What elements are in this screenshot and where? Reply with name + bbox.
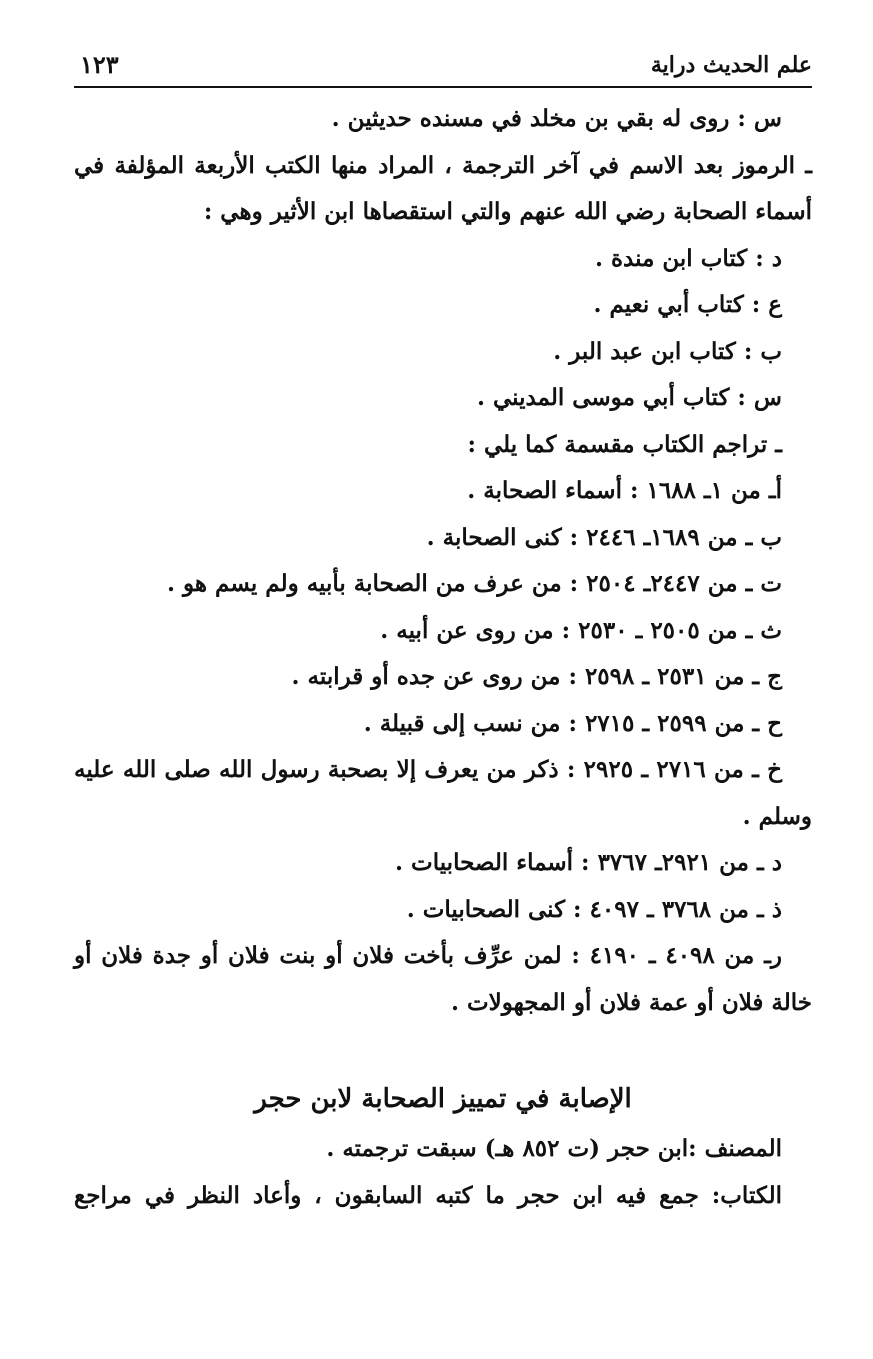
author-line: المصنف :ابن حجر (ت ٨٥٢ هـ) سبقت ترجمته . [326,1135,782,1162]
text-line: س : روى له بقي بن مخلد في مسنده حديثين . [331,105,782,132]
text-line: ب : كتاب ابن عبد البر . [553,337,782,365]
text-line: ذ ـ من ٣٧٦٨ ـ ٤٠٩٧ : كنى الصحابيات . [406,895,782,923]
page-number: ١٢٣ [80,50,119,79]
text-line: ث ـ من ٢٥٠٥ ـ ٢٥٣٠ : من روى عن أبيه . [380,616,782,644]
text-line: د ـ من ٢٩٢١ـ ٣٧٦٧ : أسماء الصحابيات . [395,849,782,876]
text-line: أسماء الصحابة رضي الله عنهم والتي استقصاها ابن الأثير وهي : [203,198,812,225]
text-line: س : كتاب أبي موسى المديني . [476,384,782,411]
text-line: ب ـ من ١٦٨٩ـ ٢٤٤٦ : كنى الصحابة . [426,523,782,551]
header-title: علم الحديث دراية [650,52,812,78]
text-line: ت ـ من ٢٤٤٧ـ ٢٥٠٤ : من عرف من الصحابة بأبيه ولم يسم هو . [167,570,782,597]
text-line: د : كتاب ابن مندة . [594,244,782,272]
text-line: ـ الرموز بعد الاسم في آخر الترجمة ، المراد منها الكتب الأربعة المؤلفة في [74,151,812,179]
text-line: خالة فلان أو عمة فلان أو المجهولات . [451,988,812,1016]
text-line: ح ـ من ٢٥٩٩ ـ ٢٧١٥ : من نسب إلى قبيلة . [363,709,782,737]
book-line: الكتاب: جمع فيه ابن حجر ما كتبه السابقون ، وأعاد النظر في مراجع [74,1181,782,1209]
text-line: ج ـ من ٢٥٣١ ـ ٢٥٩٨ : من روى عن جده أو قرابته . [291,663,782,690]
text-line: ع : كتاب أبي نعيم . [593,291,782,318]
section-gap [74,1026,812,1072]
text-line: خ ـ من ٢٧١٦ ـ ٢٩٢٥ : ذكر من يعرف إلا بصحبة رسول الله صلى الله عليه [74,756,782,783]
running-header [74,46,812,88]
section-heading: الإصابة في تمييز الصحابة لابن حجر [254,1084,632,1114]
page-body [74,96,812,1219]
text-line: وسلم . [742,802,812,830]
text-line: ـ تراجم الكتاب مقسمة كما يلي : [467,430,782,458]
text-line: أـ من ١ـ ١٦٨٨ : أسماء الصحابة . [467,477,782,504]
text-line: رـ من ٤٠٩٨ ـ ٤١٩٠ : لمن عرِّف بأخت فلان أو بنت فلان أو جدة فلان أو [74,942,782,969]
